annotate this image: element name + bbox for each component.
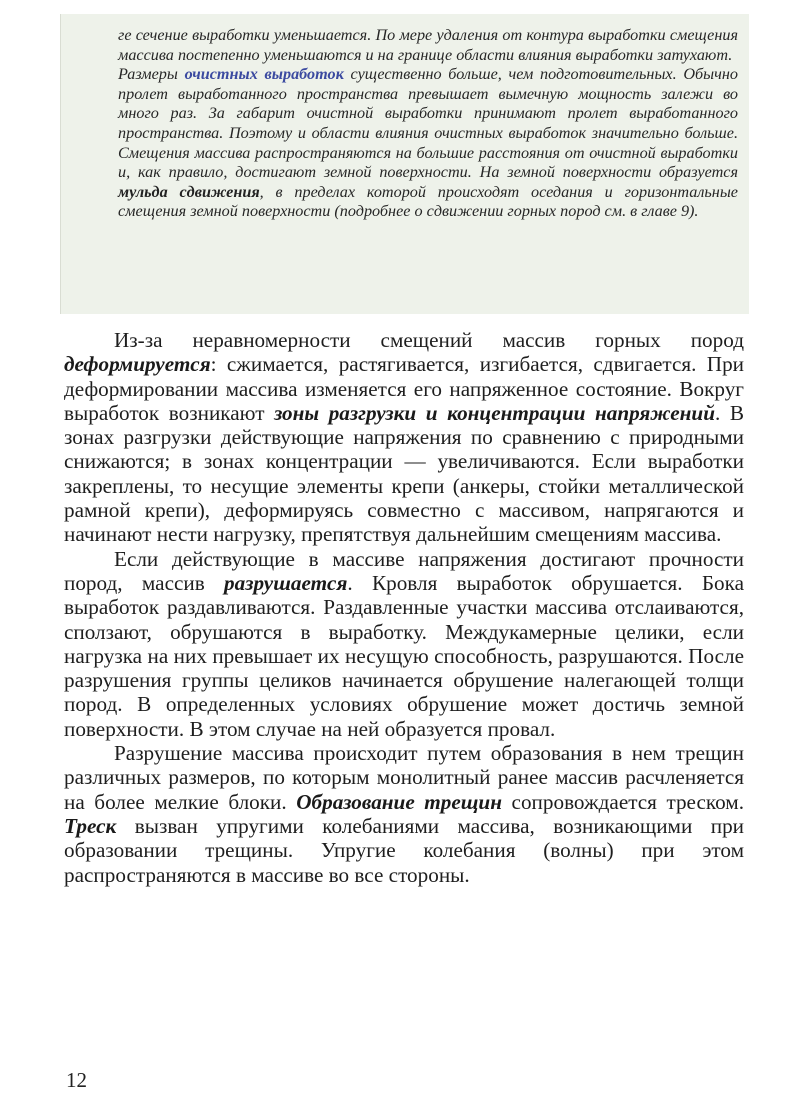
main-text: [64, 328, 744, 887]
term-subsidence-trough: мульда сдвижения: [118, 182, 260, 201]
keyword-crackle: Треск: [64, 813, 117, 838]
keyword-stress-zones: зоны разгрузки и концентрации напряжений: [274, 400, 715, 425]
note-paragraph-1: ге сечение выработки уменьшается. По мере удаления от контура выработки смещения массива постепенно уменьшаются и на границе области влияния выработки затухают.: [118, 26, 738, 64]
keyword-fails: разрушается: [224, 570, 348, 595]
body-paragraph-1: Из-за неравномерности смещений массив горных пород деформируется: сжимается, растягивается, изгибается, сдвигается. При деформировании массива изменяется его напряженное состояние. Вокруг выработок возникают зоны разгрузки и концентрации напряжений. В зонах разгрузки действующие напряжения по сравнению с природными снижаются; в зонах концентрации — увеличиваются. Если выработки закреплены, то несущие элементы крепи (анкеры, стойки металлической рамной крепи), деформируясь совместно с массивом, напрягаются и начинают нести нагрузку, препятствуя дальнейшим смещениям массива.: [64, 328, 744, 547]
body-paragraph-3: Разрушение массива происходит путем образования в нем трещин различных размеров, по которым монолитный ранее массив расчленяется на более мелкие блоки. Образование трещин сопровождается треском. Треск вызван упругими колебаниями массива, возникающими при образовании трещины. Упругие колебания (волны) при этом распространяются в массиве во все стороны.: [64, 741, 745, 887]
page-number: 12: [66, 1068, 87, 1092]
side-note: [118, 26, 738, 222]
note-paragraph-2: Размеры очистных выработок существенно больше, чем подготовительных. Обычно пролет выработанного пространства превышает вымечную мощность залежи во много раз. За габарит очистной выработки принимают пролет выработанного пространства. Поэтому и области влияния очистных выработок значительно больше. Смещения массива распространяются на большие расстояния от очистной выработки и, как правило, достигают земной поверхности. На земной поверхности образуется мульда сдвижения, в пределах которой происходят оседания и горизонтальные смещения земной поверхности (подробнее о сдвижении горных пород см. в главе 9).: [118, 65, 738, 221]
term-clearing-workings: очистных выработок: [184, 65, 344, 84]
keyword-crack-formation: Образование трещин: [296, 789, 502, 814]
body-paragraph-2: Если действующие в массиве напряжения достигают прочности пород, массив разрушается. Кровля выработок обрушается. Бока выработок раздавливаются. Раздавленные участки массива отслаиваются, сползают, обрушаются в выработку. Междукамерные целики, если нагрузка на них превышает их несущую способность, разрушаются. После разрушения группы целиков начинается обрушение налегающей толщи пород. В определенных условиях обрушение может достичь земной поверхности. В этом случае на ней образуется провал.: [64, 546, 744, 741]
keyword-deforms: деформируется: [64, 352, 211, 377]
